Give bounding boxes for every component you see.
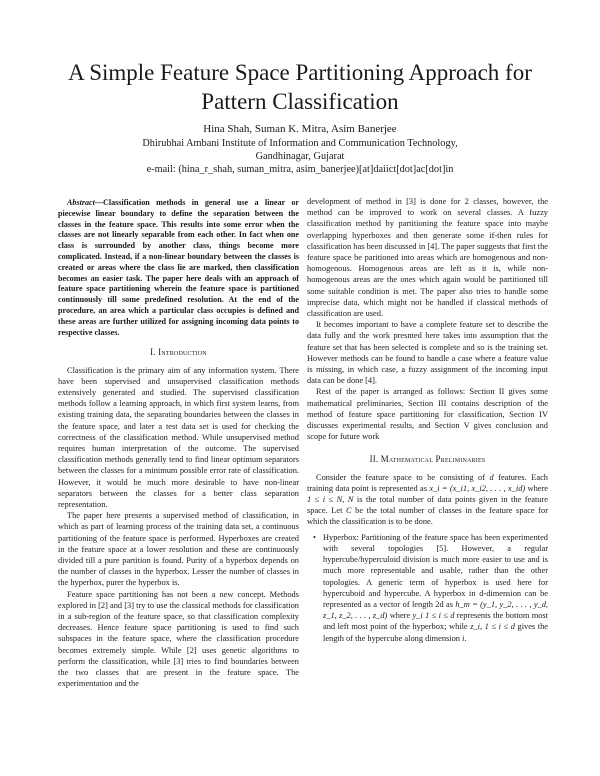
author-institution: Dhirubhai Ambani Institute of Information and Communication Technology,: [142, 138, 458, 149]
math-text-2: features. Each training data point is represented as: [307, 472, 548, 493]
symbol-zi: z_i, 1 ≤ i ≤ d: [470, 622, 515, 632]
symbol-xi: x_i = (x_i1, x_i2, . . . , x_id): [429, 483, 526, 493]
intro-paragraph-5: Rest of the paper is arranged as follows: Section II gives some mathematical preliminaries, Section III contains description of the method of feature space partitioning for classification, Section IV discusses experimental results, and Section V gives conclusion and scope for future work: [307, 387, 548, 442]
abstract-dash: —: [94, 198, 103, 207]
symbol-hm: h_m = (y_1, y_2, . . . , y_d, z_1, z_2, . . . , z_d): [323, 599, 548, 621]
author-block: [60, 122, 540, 176]
intro-paragraph-1: Classification is the primary aim of any information system. There have been supervised and unsupervised classification methods extensively generated and studied. The supervised classification methods follow a learning approach, in which first system learns, from existing training data, the separating boundaries between the classes in the feature space, and later a test data set is used for checking the correctness of the classification method. While unsupervised method requires human interpretation of the outcome. The supervised classification methods generally tend to find linear optimum separators between the classes for a minimum possible error rate of classification. However, it would be much more desirable to have non-linear separators between the classes for a better class separation representation.: [58, 365, 299, 509]
definition-list: [307, 532, 548, 644]
author-names: Hina Shah, Suman K. Mitra, Asim Banerjee: [203, 123, 397, 135]
paper-title: A Simple Feature Space Partitioning Approach for Pattern Classification: [68, 60, 532, 114]
symbol-i: i: [462, 633, 465, 643]
symbol-c: C: [345, 506, 352, 516]
symbol-d: d: [489, 472, 494, 482]
math-text-1: Consider the feature space to be consisting of: [316, 472, 490, 482]
left-column: [58, 198, 299, 689]
hyperbox-text-4: gives the length of the hypercube along dimension: [323, 622, 549, 643]
author-location: Gandhinagar, Gujarat: [255, 151, 345, 162]
list-item-hyperbox: [313, 532, 549, 644]
section-heading-introduction: I. Introduction: [150, 347, 207, 358]
abstract-label: Abstract: [67, 198, 95, 207]
symbol-range: 1 ≤ i ≤ N, N: [307, 495, 354, 505]
math-paragraph-1: [307, 472, 548, 528]
hyperbox-text-3: represents the bottom most and left most point of the hyperbox; while: [323, 611, 548, 632]
hyperbox-text-1: Hyperbox: Partitioning of the feature space has been experimented with several topologies [5]. However, a regular hypercube/hyperculoid division is much more easier to use and is much more representable and usable, rather than the other topologies. A generic term of hyperbox is used here for hypercuboid and hypercube. A hyperbox in d-dimension can be represented as a vector of length 2d as: [323, 532, 548, 609]
symbol-yi: y_i 1 ≤ i ≤ d: [412, 611, 455, 621]
intro-paragraph-3-continued: development of method in [3] is done for 2 classes, however, the method can be improved to work on several classes. A fuzzy classification method by partitioning the feature space into maybe overlapping hyperboxes and then generate some if-then rules for classification has been discussed in [4]. The paper suggests that first the feature space be paritioned into areas which are homogenous and non-homogenous. Homogenous areas are left as it is, while non-homogenous areas are the ones which again would be partitioned till some suitable condition is met. The paper also tries to handle some imprecise data, which might not be handled if classical methods of classification are used.: [307, 197, 548, 319]
bullet-icon: •: [313, 532, 316, 542]
right-column: [307, 196, 548, 644]
math-text-4: is the total number of data points given in the feature space. Let: [307, 495, 548, 516]
author-email: e-mail: (hina_r_shah, suman_mitra, asim_banerjee)[at]daiict[dot]ac[dot]in: [146, 164, 454, 175]
math-text-5: be the total number of classes in the feature space for which the classification is to be done.: [307, 506, 548, 527]
intro-paragraph-3: Feature space partitioning has not been a new concept. Methods explored in [2] and [3] try to use the classical methods for classification in a sub-region of the feature space, so that classification complexity decreases. Hence feature space partitioning is used to find such subspaces in the feature space, where the classification procedure becomes extremely simple. While [2] uses genetic algorithms to perform the classification, while [3] tries to find boundaries between the two classes that are present in the feature space. The experimentation and the: [58, 589, 299, 689]
abstract: [58, 198, 299, 338]
hyperbox-text-5: .: [464, 633, 467, 643]
intro-paragraph-2: The paper here presents a supervised method of classification, in which as part of learning process of the training data set, a continuous partitioning of the feature space is performed. Hyperboxes are created in the feature space at a lower resolution and these are continuously divided till a pure partition is found. Purity of a hyperbox depends on the number of classes in the hyperbox. Lesser the number of classes in the hyperbox, purer the hyperbox is.: [58, 511, 299, 588]
intro-paragraph-4: It becomes important to have a complete feature set to describe the data fully and the work presnted here takes into assumption that the feature set that has been selected is complete and so is the training set. However methods can be found to handle a case where a feature value is missing, in which case, a fuzzy assignment of the incoming input data can be done [4].: [307, 320, 548, 386]
section-heading-math-preliminaries: II. Mathematical Preliminaries: [369, 454, 486, 465]
abstract-text: Classification methods in general use a linear or piecewise linear boundary to define the separation between the classes in the feature space. This results into some error when the classes are not linearly separable from each other. In fact when one class is surrounded by another class, things become more complicated. Instead, if a non-linear boundary between the classes is created or areas where the class lie are marked, then classification becomes an easier task. The paper here deals with an approach of feature space partitioning wherein the feature space is partitioned continuously till some predefined resolution. At the end of the procedure, an area which a particular class occupies is defined and these areas are further utilized for assigning incoming data points to respective classes.: [58, 198, 299, 337]
math-text-3: where: [525, 483, 549, 493]
hyperbox-text-2: where: [387, 611, 413, 621]
